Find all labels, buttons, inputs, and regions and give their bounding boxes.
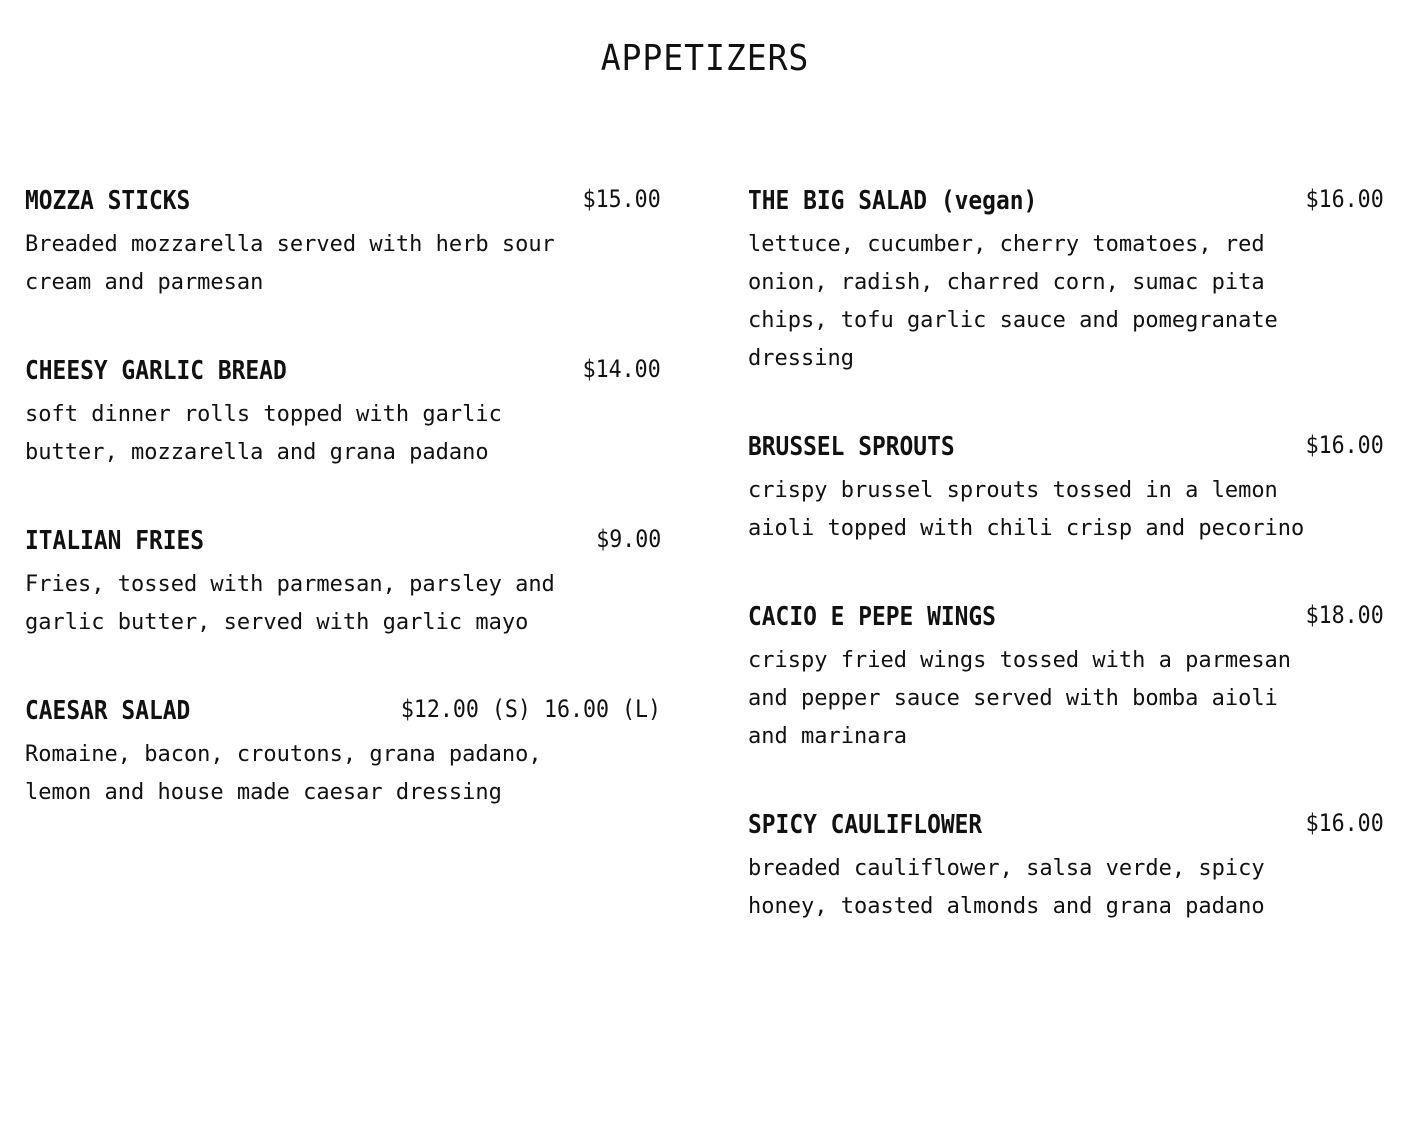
- item-description: soft dinner rolls topped with garlic butter, mozzarella and grana padano: [25, 402, 502, 465]
- right-column: [748, 184, 1384, 978]
- item-name: THE BIG SALAD (vegan): [748, 186, 1038, 216]
- menu-item-cheesy-garlic-bread: [25, 354, 661, 472]
- item-description: breaded cauliflower, salsa verde, spicy honey, toasted almonds and grana padano: [748, 856, 1265, 919]
- left-column: [25, 184, 661, 864]
- item-name: MOZZA STICKS: [25, 186, 191, 216]
- menu-title: APPETIZERS: [600, 38, 810, 79]
- item-description: lettuce, cucumber, cherry tomatoes, red onion, radish, charred corn, sumac pita chips, tofu garlic sauce and pomegranate dressing: [748, 232, 1278, 371]
- item-price: $9.00: [595, 525, 661, 553]
- item-price: $16.00: [1305, 185, 1384, 213]
- menu-item-mozza-sticks: [25, 184, 661, 302]
- item-description: Romaine, bacon, croutons, grana padano, lemon and house made caesar dressing: [25, 742, 542, 805]
- menu-item-italian-fries: [25, 524, 661, 642]
- item-price: $18.00: [1305, 601, 1384, 629]
- item-price: $15.00: [582, 185, 661, 213]
- item-name: ITALIAN FRIES: [25, 526, 205, 556]
- item-price: $16.00: [1305, 809, 1384, 837]
- item-description: crispy brussel sprouts tossed in a lemon aioli topped with chili crisp and pecorino: [748, 478, 1305, 541]
- item-name: CACIO E PEPE WINGS: [748, 602, 996, 632]
- menu-item-cacio-e-pepe-wings: [748, 600, 1384, 756]
- menu-item-brussel-sprouts: [748, 430, 1384, 548]
- item-name: CAESAR SALAD: [25, 696, 191, 726]
- item-description: Breaded mozzarella served with herb sour cream and parmesan: [25, 232, 555, 295]
- item-name: SPICY CAULIFLOWER: [748, 810, 983, 840]
- item-price: $16.00: [1305, 431, 1384, 459]
- item-price: $12.00 (S) 16.00 (L): [400, 695, 661, 723]
- menu-item-big-salad: [748, 184, 1384, 378]
- item-description: crispy fried wings tossed with a parmesan and pepper sauce served with bomba aioli and marinara: [748, 648, 1292, 749]
- item-name: CHEESY GARLIC BREAD: [25, 356, 287, 386]
- item-description: Fries, tossed with parmesan, parsley and garlic butter, served with garlic mayo: [25, 572, 555, 635]
- menu-item-caesar-salad: [25, 694, 661, 812]
- item-name: BRUSSEL SPROUTS: [748, 432, 955, 462]
- menu-item-spicy-cauliflower: [748, 808, 1384, 926]
- item-price: $14.00: [582, 355, 661, 383]
